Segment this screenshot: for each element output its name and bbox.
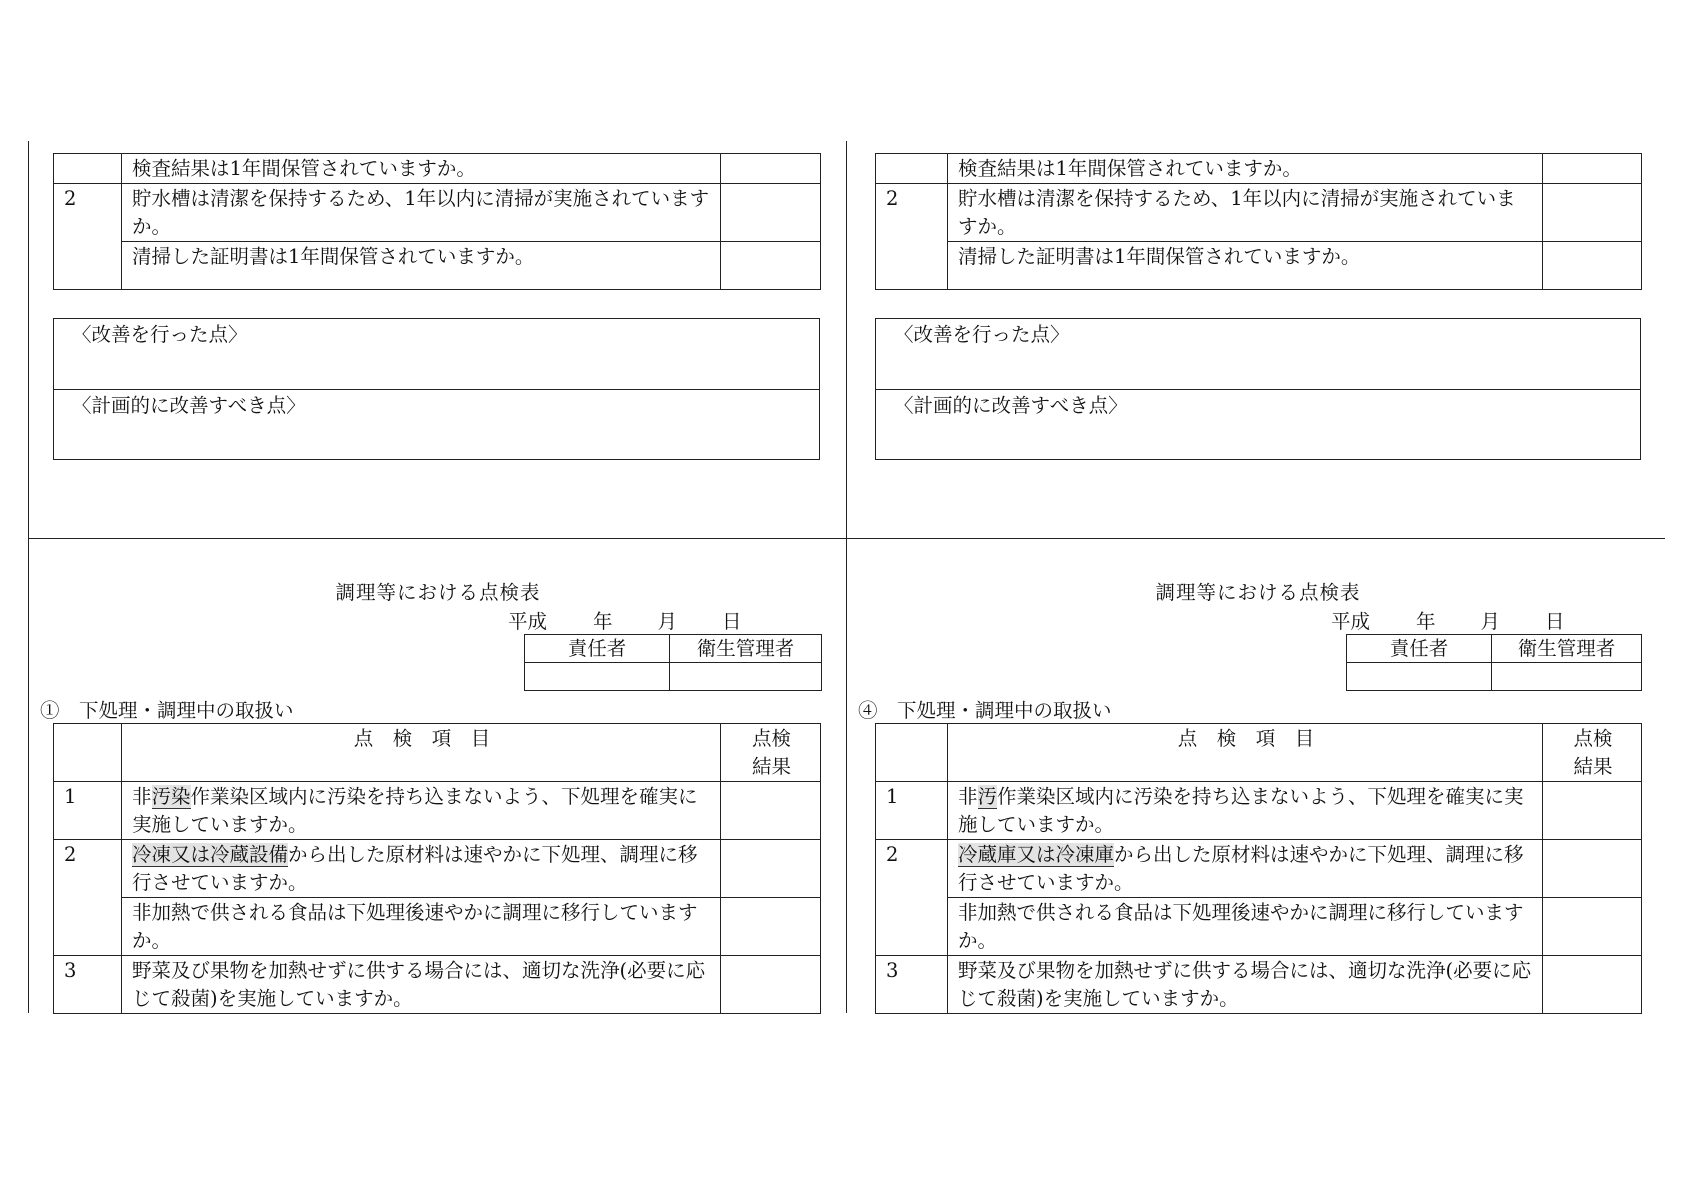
date-year: 年 bbox=[1416, 610, 1436, 633]
check-item: 非加熱で供される食品は下処理後速やかに調理に移行していますか。 bbox=[122, 898, 721, 956]
check-item: 検査結果は1年間保管されていますか。 bbox=[948, 154, 1543, 184]
date-month: 月 bbox=[657, 610, 678, 633]
table-row bbox=[54, 184, 821, 242]
highlighted-text: 汚 bbox=[977, 785, 998, 808]
check-item: 冷凍又は冷蔵設備から出した原材料は速やかに下処理、調理に移行させていますか。 bbox=[122, 840, 721, 898]
table-row bbox=[54, 242, 821, 290]
table-row bbox=[876, 782, 1642, 840]
hygiene-manager-label: 衛生管理者 bbox=[1492, 635, 1642, 663]
table-row bbox=[876, 840, 1642, 898]
table-row bbox=[876, 242, 1642, 290]
check-item: 清掃した証明書は1年間保管されていますか。 bbox=[948, 242, 1543, 290]
result-cell[interactable] bbox=[1543, 898, 1642, 956]
check-item: 冷蔵庫又は冷凍庫から出した原材料は速やかに下処理、調理に移行させていますか。 bbox=[948, 840, 1543, 898]
check-item: 貯水槽は清潔を保持するため、1年以内に清掃が実施されていますか。 bbox=[122, 184, 721, 242]
date-day: 日 bbox=[722, 610, 742, 633]
hygiene-manager-sign-cell[interactable] bbox=[1492, 663, 1642, 691]
check-table bbox=[875, 723, 1642, 1014]
table-row bbox=[54, 782, 821, 840]
notes-planned[interactable] bbox=[876, 389, 1640, 459]
section-title: ① 下処理・調理中の取扱い bbox=[40, 699, 294, 722]
column-header-item: 点 検 項 目 bbox=[948, 724, 1543, 782]
date-line bbox=[1331, 606, 1565, 634]
result-cell[interactable] bbox=[1543, 184, 1642, 242]
result-cell[interactable] bbox=[721, 184, 821, 242]
check-item: 非汚染作業染区域内に汚染を持ち込まないよう、下処理を確実に実施していますか。 bbox=[122, 782, 721, 840]
table-row bbox=[876, 184, 1642, 242]
row-number: 1 bbox=[876, 782, 948, 840]
water-tank-table bbox=[875, 153, 1642, 290]
table-row bbox=[54, 956, 821, 1014]
signature-table bbox=[1346, 634, 1642, 691]
row-number: 3 bbox=[54, 956, 122, 1014]
page-border-left bbox=[28, 141, 29, 1013]
responsible-sign-cell[interactable] bbox=[525, 663, 670, 691]
hygiene-manager-label: 衛生管理者 bbox=[670, 635, 822, 663]
row-number: 2 bbox=[54, 184, 122, 290]
page-divider-horizontal bbox=[28, 538, 1665, 539]
result-cell[interactable] bbox=[1543, 154, 1642, 184]
table-row bbox=[54, 154, 821, 184]
row-number bbox=[876, 154, 948, 184]
notes-planned[interactable] bbox=[54, 389, 819, 459]
check-item: 検査結果は1年間保管されていますか。 bbox=[122, 154, 721, 184]
responsible-sign-cell[interactable] bbox=[1347, 663, 1492, 691]
notes-improved-label: 〈改善を行った点〉 bbox=[72, 323, 248, 346]
row-number: 2 bbox=[876, 184, 948, 290]
check-item: 清掃した証明書は1年間保管されていますか。 bbox=[122, 242, 721, 290]
notes-box bbox=[53, 318, 820, 460]
row-number bbox=[54, 154, 122, 184]
highlighted-text: 冷凍又は冷蔵設備 bbox=[132, 843, 289, 866]
notes-box bbox=[875, 318, 1641, 460]
row-number: 3 bbox=[876, 956, 948, 1014]
water-tank-table bbox=[53, 153, 821, 290]
highlighted-text: 冷蔵庫又は冷凍庫 bbox=[958, 843, 1115, 866]
section-title: ④ 下処理・調理中の取扱い bbox=[858, 699, 1112, 722]
hygiene-manager-sign-cell[interactable] bbox=[670, 663, 822, 691]
check-item: 野菜及び果物を加熱せずに供する場合には、適切な洗浄(必要に応じて殺菌)を実施していますか。 bbox=[948, 956, 1543, 1014]
result-cell[interactable] bbox=[721, 898, 821, 956]
date-era: 平成 bbox=[508, 610, 548, 633]
highlighted-text: 汚染 bbox=[151, 785, 191, 808]
check-table bbox=[53, 723, 821, 1014]
result-cell[interactable] bbox=[1543, 782, 1642, 840]
notes-improved[interactable] bbox=[876, 319, 1640, 389]
notes-planned-label: 〈計画的に改善すべき点〉 bbox=[72, 394, 306, 417]
table-row bbox=[876, 898, 1642, 956]
notes-planned-label: 〈計画的に改善すべき点〉 bbox=[894, 394, 1128, 417]
result-cell[interactable] bbox=[1543, 956, 1642, 1014]
table-header-row bbox=[876, 724, 1642, 782]
date-line bbox=[508, 606, 742, 634]
row-number: 2 bbox=[876, 840, 948, 956]
result-cell[interactable] bbox=[721, 956, 821, 1014]
form-title: 調理等における点検表 bbox=[335, 581, 541, 604]
result-cell[interactable] bbox=[721, 242, 821, 290]
table-row bbox=[54, 898, 821, 956]
responsible-label: 責任者 bbox=[525, 635, 670, 663]
page-divider-center bbox=[846, 141, 847, 1013]
table-header-row bbox=[54, 724, 821, 782]
result-cell[interactable] bbox=[721, 154, 821, 184]
result-cell[interactable] bbox=[1543, 242, 1642, 290]
responsible-label: 責任者 bbox=[1347, 635, 1492, 663]
column-header-result: 点検 結果 bbox=[1543, 724, 1642, 782]
row-number: 2 bbox=[54, 840, 122, 956]
form-title: 調理等における点検表 bbox=[1155, 581, 1361, 604]
date-year: 年 bbox=[593, 610, 613, 633]
check-item: 貯水槽は清潔を保持するため、1年以内に清掃が実施されていますか。 bbox=[948, 184, 1543, 242]
date-era: 平成 bbox=[1331, 610, 1371, 633]
notes-improved[interactable] bbox=[54, 319, 819, 389]
check-item: 非加熱で供される食品は下処理後速やかに調理に移行していますか。 bbox=[948, 898, 1543, 956]
date-month: 月 bbox=[1480, 610, 1501, 633]
column-header-item: 点 検 項 目 bbox=[122, 724, 721, 782]
table-row bbox=[54, 840, 821, 898]
check-item: 野菜及び果物を加熱せずに供する場合には、適切な洗浄(必要に応じて殺菌)を実施していますか。 bbox=[122, 956, 721, 1014]
table-row bbox=[876, 154, 1642, 184]
signature-table bbox=[524, 634, 822, 691]
row-number: 1 bbox=[54, 782, 122, 840]
date-day: 日 bbox=[1545, 610, 1565, 633]
notes-improved-label: 〈改善を行った点〉 bbox=[894, 323, 1070, 346]
check-item: 非汚作業染区域内に汚染を持ち込まないよう、下処理を確実に実施していますか。 bbox=[948, 782, 1543, 840]
result-cell[interactable] bbox=[721, 840, 821, 898]
result-cell[interactable] bbox=[1543, 840, 1642, 898]
result-cell[interactable] bbox=[721, 782, 821, 840]
column-header-result: 点検 結果 bbox=[721, 724, 821, 782]
table-row bbox=[876, 956, 1642, 1014]
